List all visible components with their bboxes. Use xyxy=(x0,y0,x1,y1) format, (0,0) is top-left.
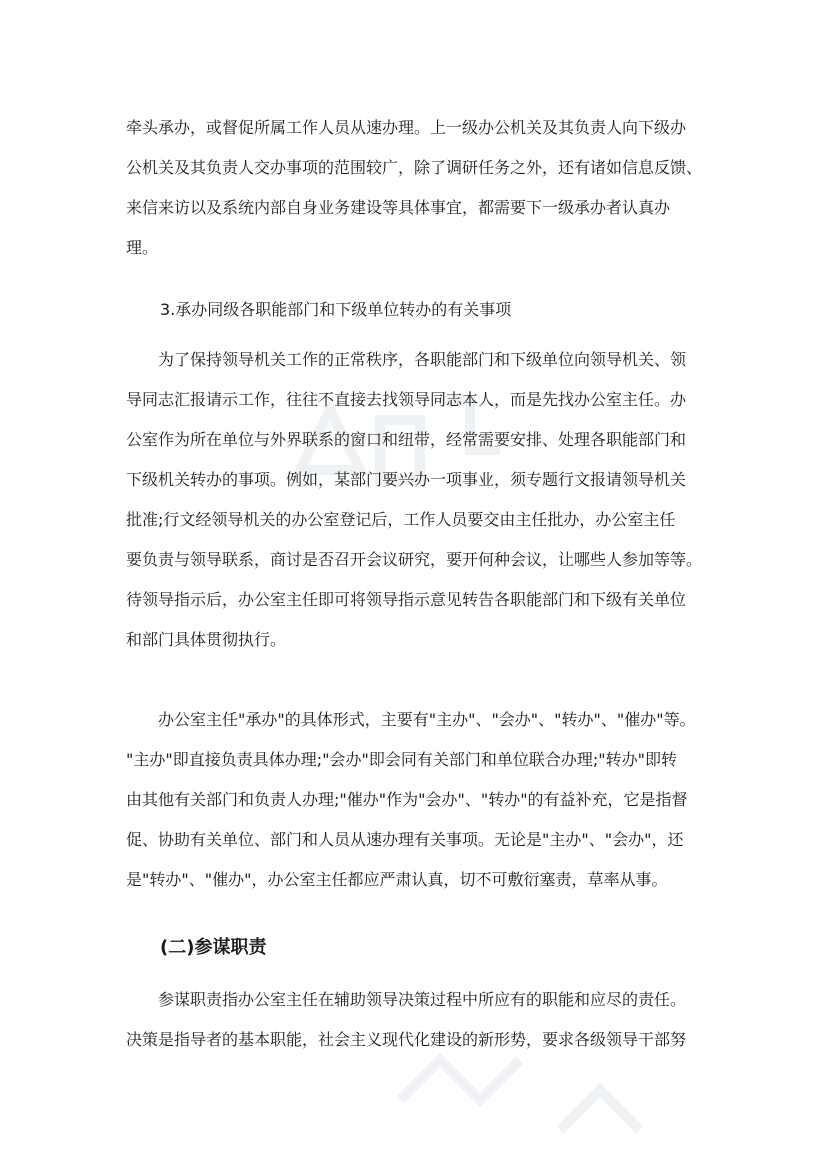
text-line: 公机关及其负责人交办事项的范围较广，除了调研任务之外，还有诸如信息反馈、 xyxy=(126,158,703,177)
text-line: 要负责与领导联系，商讨是否召开会议研究，要开何种会议，让哪些人参加等等。 xyxy=(126,550,703,569)
text-line: "主办"即直接负责具体办理;"会办"即会同有关部门和单位联合办理;"转办"即转 xyxy=(126,750,677,769)
text-line: 办公室主任"承办"的具体形式，主要有"主办"、"会办"、"转办"、"催办"等。 xyxy=(126,710,696,729)
text-line: 和部门具体贯彻执行。 xyxy=(126,630,287,649)
paragraph-4 xyxy=(126,980,712,1060)
paragraph-2 xyxy=(126,340,712,660)
text-line: 促、协助有关单位、部门和人员从速办理有关事项。无论是"主办"、"会办"，还 xyxy=(126,830,684,849)
text-line: 下级机关转办的事项。例如，某部门要兴办一项事业，须专题行文报请领导机关 xyxy=(126,470,687,489)
text-line: 批准;行文经领导机关的办公室登记后，工作人员要交由主任批办，办公室主任 xyxy=(126,510,676,529)
subheading-3: 3.承办同级各职能部门和下级单位转办的有关事项 xyxy=(160,300,512,319)
section-heading: (二)参谋职责 xyxy=(160,937,267,958)
text-line: 是"转办"、"催办"，办公室主任都应严肃认真，切不可敷衍塞责，草率从事。 xyxy=(126,870,668,889)
text-line: 来信来访以及系统内部自身业务建设等具体事宜，都需要下一级承办者认真办 xyxy=(126,198,671,217)
paragraph-1 xyxy=(126,108,712,268)
text-line: 公室作为所在单位与外界联系的窗口和纽带，经常需要安排、处理各职能部门和 xyxy=(126,430,687,449)
text-line: 理。 xyxy=(126,238,159,257)
text-line: 参谋职责指办公室主任在辅助领导决策过程中所应有的职能和应尽的责任。 xyxy=(126,990,687,1009)
text-line: 为了保持领导机关工作的正常秩序，各职能部门和下级单位向领导机关、领 xyxy=(126,350,687,369)
text-line: 牵头承办，或督促所属工作人员从速办理。上一级办公机关及其负责人向下级办 xyxy=(126,118,687,137)
text-line: 由其他有关部门和负责人办理;"催办"作为"会办"、"转办"的有益补充，它是指督 xyxy=(126,790,688,809)
paragraph-3 xyxy=(126,700,712,900)
text-line: 待领导指示后，办公室主任即可将领导指示意见转告各职能部门和下级有关单位 xyxy=(126,590,687,609)
text-line: 导同志汇报请示工作，往往不直接去找领导同志本人，而是先找办公室主任。办 xyxy=(126,390,687,409)
text-line: 决策是指导者的基本职能，社会主义现代化建设的新形势，要求各级领导干部努 xyxy=(126,1030,687,1049)
